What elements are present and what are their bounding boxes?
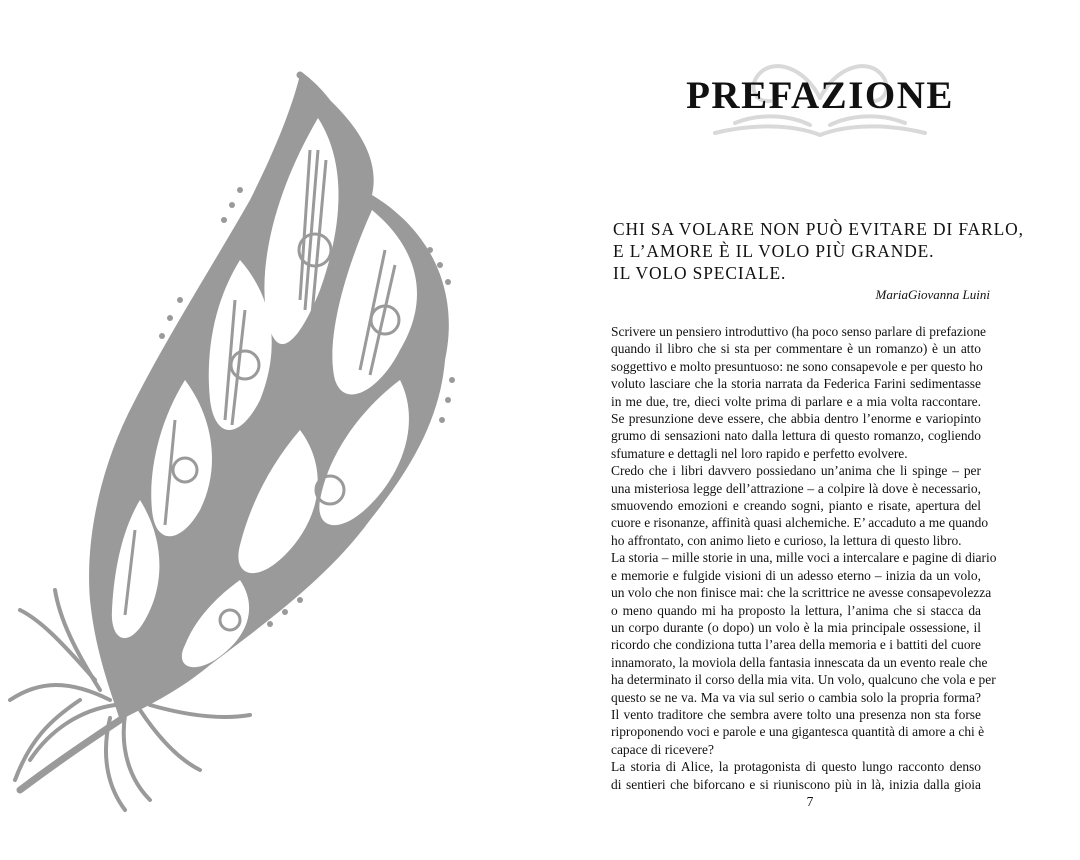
body-line: Se presunzione deve essere, che abbia dentro l’enorme e variopinto (611, 411, 981, 427)
body-line: Il vento traditore che sembra avere tolto una presenza non sta forse (611, 706, 981, 722)
body-line: grumo di sensazioni nato dalla lettura di questo romanzo, cogliendo (611, 428, 981, 444)
page-number: 7 (806, 794, 814, 809)
epigraph-author: MariaGiovanna Luini (875, 287, 990, 302)
epigraph-line: IL VOLO SPECIALE. (613, 263, 787, 283)
body-line: o meno quando mi ha proposto la lettura, l’anima che si stacca da (611, 602, 981, 618)
body-line: questo se ne va. Ma va via sul serio o cambia solo la propria forma? (611, 689, 981, 705)
epigraph (613, 218, 1024, 303)
body-line: in me due, tre, dieci volte prima di parlare e a mia volta raccontare. (611, 393, 981, 409)
body-line: ho affrontato, con animo lieto e curioso, la lettura di questo libro. (611, 532, 962, 548)
body-line: riproponendo voci e parole e una gigantesca quantità di amore a chi è (611, 724, 985, 740)
body-line: sfumature e dettagli nel loro rapido e perfetto evolvere. (611, 445, 908, 461)
page-title: PREFAZIONE (686, 74, 954, 117)
body-line: un corpo durante (o dopo) un volo è la mia principale ossessione, il (611, 619, 981, 635)
body-line: di sentieri che biforcano e si riuniscono più in là, inizia dalla gioia (611, 776, 981, 792)
title-block (680, 48, 960, 148)
body-line: smuovendo emozioni e creando sogni, pianto e risate, apertura del (611, 498, 981, 514)
body-line: Credo che i libri davvero possiedano un’anima che li spinge – per (611, 463, 981, 479)
body-line: capace di ricevere? (611, 741, 714, 757)
body-line: La storia di Alice, la protagonista di questo lungo racconto denso (611, 759, 981, 775)
body-line: ha determinato il corso della mia vita. Un volo, qualcuno che vola e per (611, 672, 996, 688)
right-page (560, 0, 1080, 860)
body-line: cuore e risonanze, affinità quasi alchemiche. E’ accaduto a me quando (611, 515, 989, 531)
body-line: La storia – mille storie in una, mille voci a intercalare e pagine di diario (611, 550, 997, 566)
epigraph-line: CHI SA VOLARE NON PUÒ EVITARE DI FARLO, (613, 219, 1024, 239)
body-line: Scrivere un pensiero introduttivo (ha poco senso parlare di prefazione (611, 324, 986, 339)
body-line: innamorato, la moviola della fantasia innescata da un evento reale che (611, 654, 988, 670)
epigraph-line: E L’AMORE È IL VOLO PIÙ GRANDE. (613, 241, 935, 261)
body-text (611, 323, 997, 793)
body-line: voluto lasciare che la storia narrata da Federica Farini sedimentasse (611, 376, 981, 392)
body-line: un volo che non finisce mai: che la scrittrice ne avesse consapevolezza (611, 585, 992, 601)
body-line: ricordo che condiziona tutta l’area della memoria e i battiti del cuore (611, 637, 981, 653)
body-line: soggettivo e molto presuntuoso: ne sono consapevole e per questo ho (611, 358, 983, 374)
body-line: una misteriosa legge dell’attrazione – a colpire là dove è necessario, (611, 480, 981, 496)
body-line: quando il libro che si sta per commentare è un romanzo) è un atto (611, 341, 981, 357)
body-line: e memorie e fulgide visioni di un adesso eterno – inizia da un volo, (611, 567, 981, 583)
